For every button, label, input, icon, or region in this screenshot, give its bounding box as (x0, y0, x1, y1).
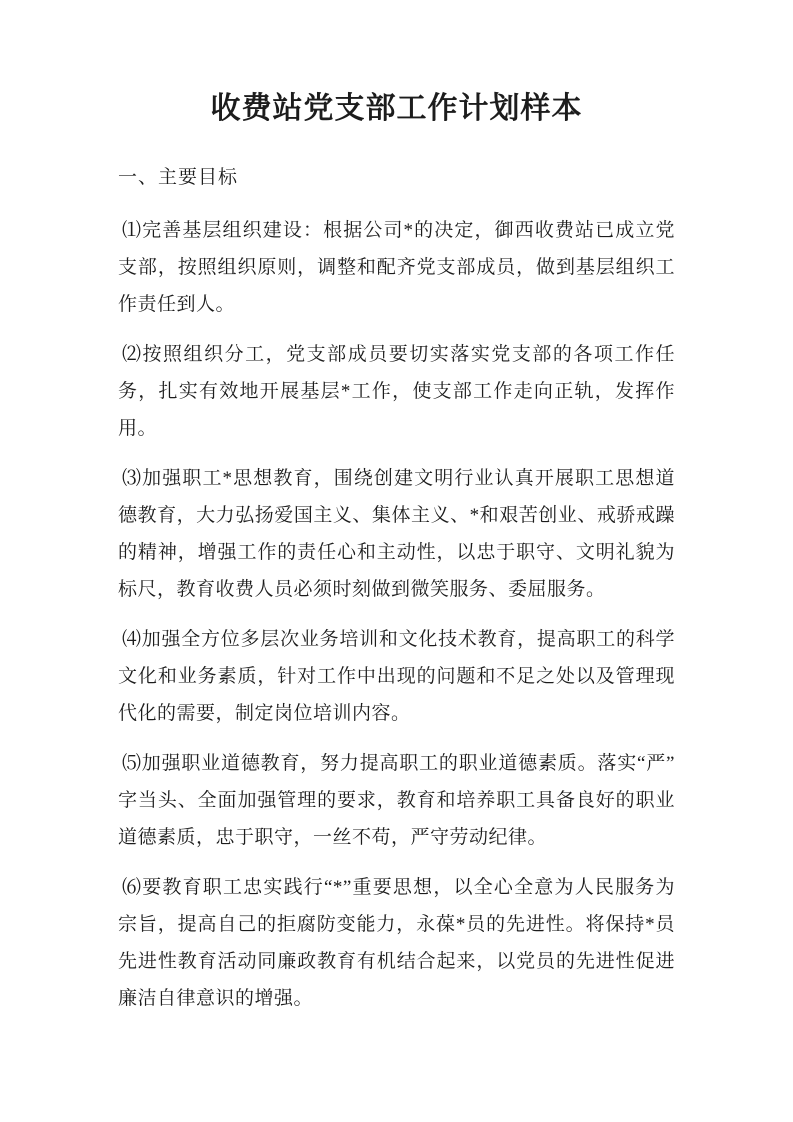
document-title: 收费站党支部工作计划样本 (210, 92, 583, 125)
paragraph-5: ⑸加强职业道德教育，努力提高职工的职业道德素质。落实“严”字当头、全面加强管理的要求，教育和培养职工具备良好的职业道德素质，忠于职守，一丝不苟，严守劳动纪律。 (118, 753, 675, 848)
section-heading-main-goals: 一、主要目标 (118, 167, 239, 188)
paragraph-6: ⑹要教育职工忠实践行“*”重要思想，以全心全意为人民服务为宗旨，提高自己的拒腐防变能力，永葆*员的先进性。将保持*员先进性教育活动同廉政教育有机结合起来，以党员的先进性促进廉洁自律意识的增强。 (118, 877, 675, 1009)
paragraph-3: ⑶加强职工*思想教育，围绕创建文明行业认真开展职工思想道德教育，大力弘扬爱国主义、集体主义、*和艰苦创业、戒骄戒躁的精神，增强工作的责任心和主动性，以忠于职守、文明礼貌为标尺，教育收费人员必须时刻做到微笑服务、委屈服务。 (118, 468, 675, 600)
paragraph-1: ⑴完善基层组织建设：根据公司*的决定，御西收费站已成立党支部，按照组织原则，调整和配齐党支部成员，做到基层组织工作责任到人。 (118, 220, 675, 315)
paragraph-4: ⑷加强全方位多层次业务培训和文化技术教育，提高职工的科学文化和业务素质，针对工作中出现的问题和不足之处以及管理现代化的需要，制定岗位培训内容。 (118, 629, 675, 724)
paragraph-2: ⑵按照组织分工，党支部成员要切实落实党支部的各项工作任务，扎实有效地开展基层*工作，使支部工作走向正轨，发挥作用。 (118, 344, 675, 439)
